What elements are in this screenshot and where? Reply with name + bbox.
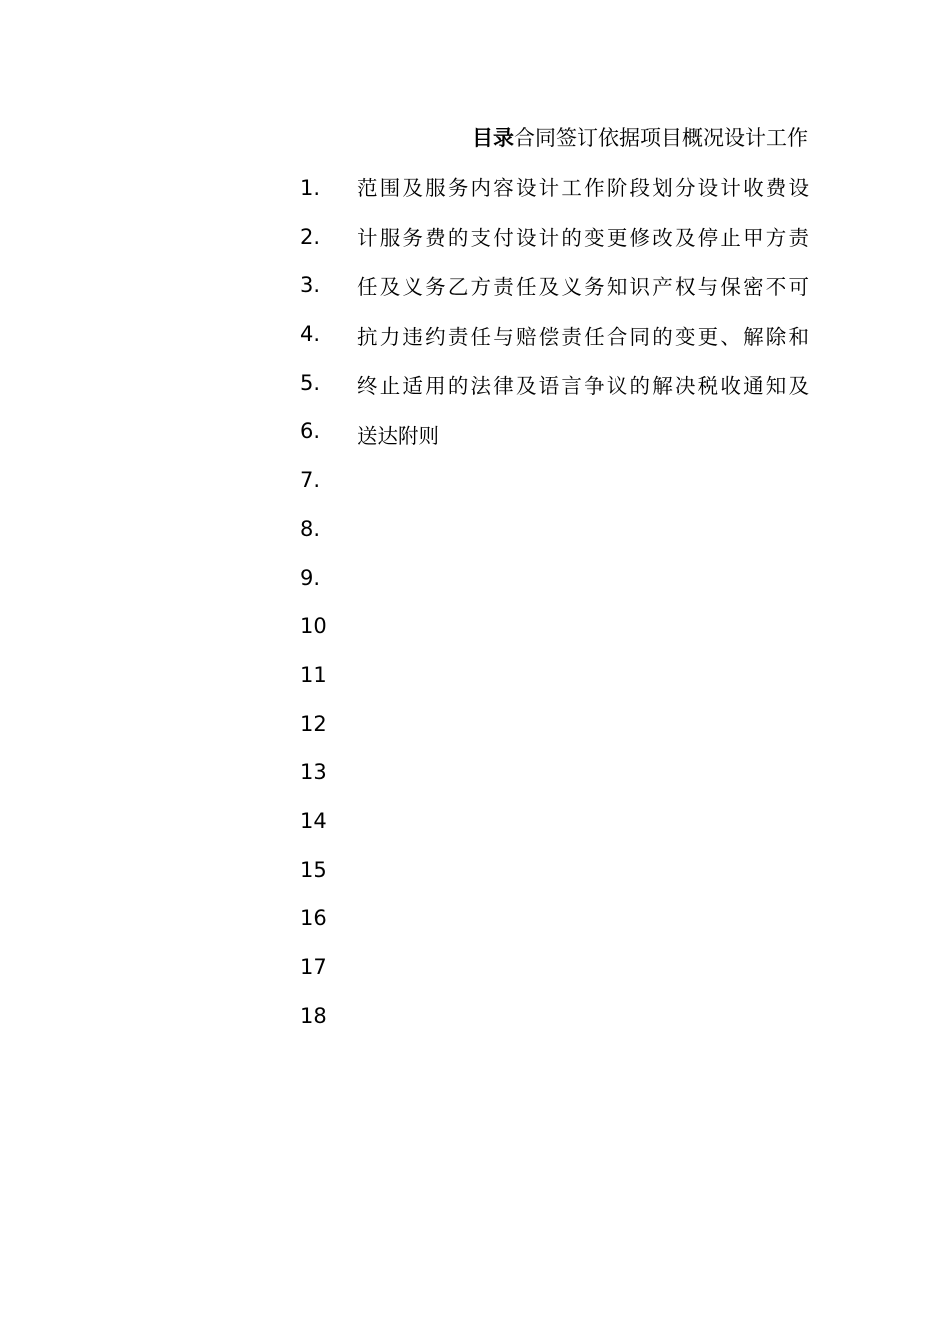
toc-number: 9. [300,565,321,590]
toc-number: 7. [300,468,321,493]
toc-number: 4. [300,322,321,347]
toc-number: 1. [300,176,321,200]
toc-number: 2. [300,224,321,249]
toc-text-line: 抗力违约责任与赔偿责任合同的变更、解除和 [357,324,809,349]
toc-text-line: 计服务费的支付设计的变更修改及停止甲方责 [357,225,809,250]
toc-text-line: 送达附则 [357,423,439,448]
toc-number: 8. [300,516,321,541]
toc-number: 6. [300,419,321,444]
toc-text-line: 任及义务乙方责任及义务知识产权与保密不可 [357,275,809,300]
toc-text-line: 范围及服务内容设计工作阶段划分设计收费设 [357,176,809,200]
toc-text-column [357,172,809,470]
toc-number-column [300,172,350,1048]
toc-number: 13 [300,760,327,785]
toc-header [300,122,808,154]
toc-number: 16 [300,906,327,931]
toc-title: 目录 [472,126,514,150]
toc-number: 17 [300,955,327,979]
toc-number: 10 [300,614,327,639]
toc-header-text: 合同签订依据项目概况设计工作 [514,126,808,150]
toc-number: 18 [300,1003,327,1028]
toc-number: 15 [300,857,327,882]
toc-number: 12 [300,711,327,736]
toc-number: 14 [300,808,327,833]
toc-number: 5. [300,370,321,395]
toc-text-line: 终止适用的法律及语言争议的解决税收通知及 [357,374,809,399]
toc-number: 3. [300,273,321,298]
toc-number: 11 [300,662,327,687]
